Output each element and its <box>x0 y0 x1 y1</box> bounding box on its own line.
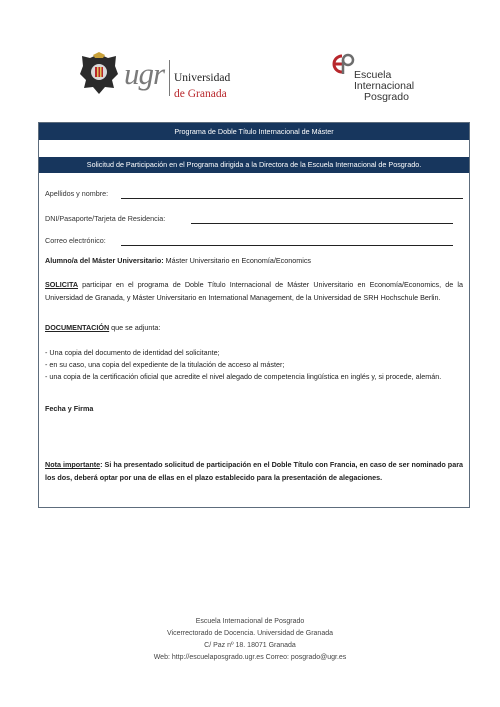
note-label: Nota importante <box>45 460 101 469</box>
student-label: Alumno/a del Máster Universitario: <box>45 256 164 265</box>
ugr-logo <box>78 52 238 104</box>
student-line <box>45 255 463 268</box>
escuela-logo-mark-icon <box>330 52 356 78</box>
application-form <box>38 122 470 508</box>
doc-suffix: que se adjunta: <box>111 323 161 332</box>
form-subtitle: Solicitud de Participación en el Programa dirigida a la Directora de la Escuela Internacional de Posgrado. <box>39 157 469 173</box>
footer-line4[interactable]: Web: http://escuelaposgrado.ugr.es Correo: posgrado@ugr.es <box>153 654 347 661</box>
id-field[interactable] <box>191 223 453 224</box>
ugr-name-line1: Universidad <box>174 72 231 84</box>
note-text: : Si ha presentado solicitud de participación en el Doble Título con Francia, en caso de ser nominado para los dos, deberá optar por una de ellas en el plazo establecido para la presentación de alegaciones. <box>45 460 463 482</box>
escuela-posgrado-logo <box>330 52 450 103</box>
doc-label: DOCUMENTACIÓN <box>45 323 110 332</box>
email-label: Correo electrónico: <box>45 236 106 245</box>
solicita-text: participar en el programa de Doble Título Internacional de Máster Universitario en Economía/Economics, de la Universidad de Granada, y Máster Universitario en International Management, de la Universidad de SRH Hochschule Berlin. <box>45 280 463 302</box>
ep-name-line3: Posgrado <box>364 91 409 103</box>
footer-line3: C/ Paz nº 18. 18071 Granada <box>204 642 296 649</box>
documentation-heading <box>45 322 463 335</box>
coat-of-arms-icon <box>78 52 120 96</box>
name-label: Apellidos y nombre: <box>45 189 109 198</box>
ep-name-line1: Escuela <box>354 69 392 81</box>
ugr-wordmark: ugr <box>124 56 165 91</box>
footer-line2: Vicerrectorado de Docencia. Universidad de Granada <box>166 630 334 637</box>
id-label: DNI/Pasaporte/Tarjeta de Residencia: <box>45 214 166 223</box>
doc-item: - Una copia del documento de identidad del solicitante; <box>45 348 220 357</box>
doc-item: - en su caso, una copia del expediente de la titulación de acceso al máster; <box>45 360 285 369</box>
form-title: Programa de Doble Título Internacional de Máster <box>39 123 469 140</box>
solicita-label: SOLICITA <box>45 280 79 289</box>
student-value: Máster Universitario en Economía/Economics <box>165 256 312 265</box>
name-field[interactable] <box>121 198 463 199</box>
important-note <box>45 459 463 484</box>
doc-item: - una copia de la certificación oficial que acredite el nivel alegado de competencia lingüística en inglés y, si procede, alemán. <box>45 372 442 381</box>
solicita-paragraph <box>45 279 463 304</box>
date-signature-label: Fecha y Firma <box>45 404 94 413</box>
ugr-name-line2: de Granada <box>174 88 227 100</box>
footer-line1: Escuela Internacional de Posgrado <box>195 618 305 625</box>
ep-name-line2: Internacional <box>354 80 415 92</box>
logo-divider <box>169 60 170 96</box>
email-field[interactable] <box>121 245 453 246</box>
